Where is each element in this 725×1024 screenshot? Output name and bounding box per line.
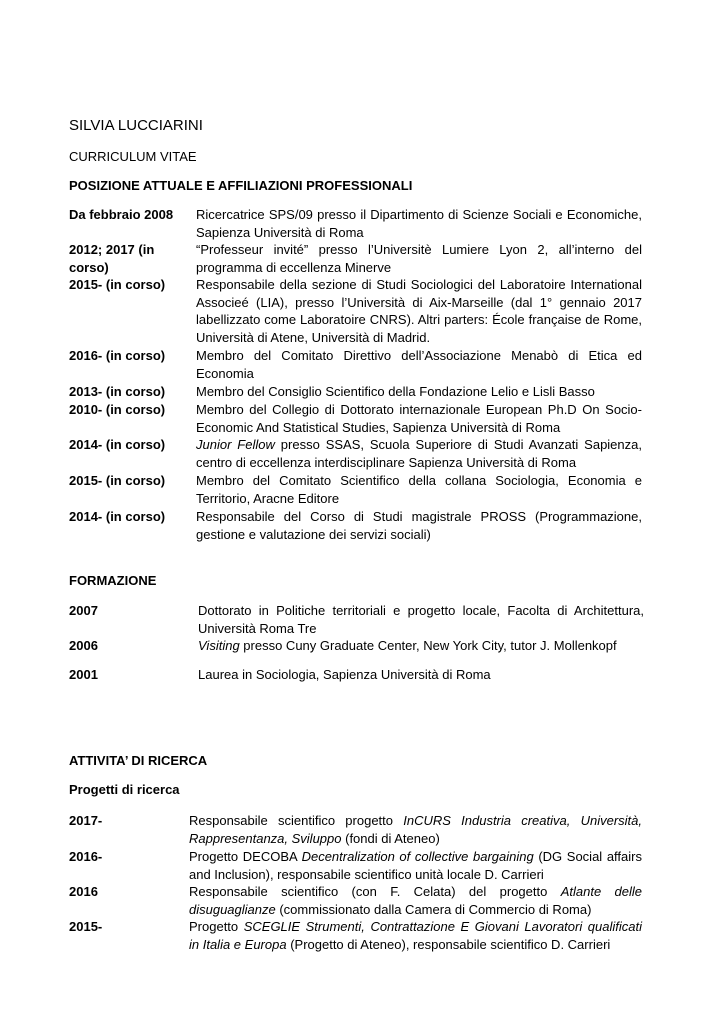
entry-text-part: Progetto xyxy=(189,919,244,934)
position-entry xyxy=(69,472,644,507)
entry-text-part: Progetto DECOBA xyxy=(189,849,302,864)
education-entry xyxy=(69,637,644,655)
entry-text: Membro del Collegio di Dottorato internazionale European Ph.D On Socio-Economic And Statistical Studies, Sapienza Università di Roma xyxy=(196,402,642,435)
position-entry xyxy=(69,436,644,471)
entry-text-part: (commissionato dalla Camera di Commercio di Roma) xyxy=(275,901,592,917)
entry-date: 2015- xyxy=(69,919,103,934)
entry-date: 2014- (in corso) xyxy=(69,509,166,524)
entry-date: 2006 xyxy=(69,638,98,653)
entry-text: Membro del Comitato Scientifico della collana Sociologia, Economia e Territorio, Aracne Editore xyxy=(196,473,642,506)
entry-text xyxy=(198,637,644,655)
research-entry xyxy=(69,918,644,953)
entry-text xyxy=(189,918,642,953)
position-entry xyxy=(69,347,644,382)
section-title-formazione: FORMAZIONE xyxy=(69,573,157,588)
entry-text-part: (DG Social affairs and Inclusion), responsabile scientifico unità locale D. Carrieri xyxy=(189,849,642,882)
entry-text: “Professeur invité” presso l’Universitè Lumiere Lyon 2, all’interno del programma di eccellenza Minerve xyxy=(196,242,642,275)
entry-text xyxy=(189,812,642,847)
entry-text: Responsabile della sezione di Studi Sociologici del Laboratoire International Associeé (LIA), presso l’Università di Aix-Marseille (dal 1° gennaio 2017 labellizzato come Laboratoire CNRS). Altri parters: École française de Rome, Università di Atene, Università di Madrid. xyxy=(196,277,642,345)
section-title-ricerca: ATTIVITA’ DI RICERCA xyxy=(69,753,208,768)
entry-date: 2016- (in corso) xyxy=(69,348,166,363)
position-entry xyxy=(69,241,644,276)
entry-date: 2007 xyxy=(69,603,98,618)
position-entry xyxy=(69,206,644,241)
entry-text-italic: Visiting xyxy=(198,638,240,653)
entry-text-italic: Atlante delle disuguaglianze xyxy=(189,884,642,917)
entry-text-part: Responsabile scientifico progetto xyxy=(189,813,404,828)
entry-text-part: (fondi di Ateneo) xyxy=(341,830,440,846)
entry-text-rest: presso SSAS, Scuola Superiore di Studi Avanzati Sapienza, centro di eccellenza interdisciplinare Sapienza Università di Roma xyxy=(196,437,642,470)
research-entry xyxy=(69,848,644,883)
entry-text: Membro del Consiglio Scientifico della Fondazione Lelio e Lisli Basso xyxy=(196,384,595,399)
entry-date: 2014- (in corso) xyxy=(69,437,166,452)
entry-text-italic: Decentralization of collective bargaining xyxy=(301,849,534,864)
entry-date: 2016 xyxy=(69,884,98,899)
entry-date: 2001 xyxy=(69,667,98,682)
position-entry xyxy=(69,276,644,346)
education-entry xyxy=(69,666,644,684)
entry-text xyxy=(196,436,642,471)
entry-date: 2015- (in corso) xyxy=(69,473,166,488)
entry-text: Membro del Comitato Direttivo dell’Associazione Menabò di Etica ed Economia xyxy=(196,348,642,381)
entry-date: 2015- (in corso) xyxy=(69,277,166,292)
entry-text-italic: Junior Fellow xyxy=(196,437,275,452)
position-entry xyxy=(69,508,644,543)
entry-date: Da febbraio 2008 xyxy=(69,207,174,222)
entry-text-part: Responsabile scientifico (con F. Celata) del progetto xyxy=(189,884,561,899)
entry-text xyxy=(189,848,642,883)
entry-text-italic: SCEGLIE Strumenti, Contrattazione E Giovani Lavoratori qualificati in Italia e Europa xyxy=(189,919,642,952)
education-entry xyxy=(69,602,644,637)
person-name: SILVIA LUCCIARINI xyxy=(69,117,203,134)
subsection-title-progetti: Progetti di ricerca xyxy=(69,782,180,797)
entry-text: Responsabile del Corso di Studi magistrale PROSS (Programmazione, gestione e valutazione dei servizi sociali) xyxy=(196,509,642,542)
entry-text-part: (Progetto di Ateneo), responsabile scientifico D. Carrieri xyxy=(286,936,611,952)
research-entry xyxy=(69,812,644,847)
position-entry xyxy=(69,383,644,401)
entry-date: 2016- xyxy=(69,849,103,864)
entry-text: Dottorato in Politiche territoriali e progetto locale, Facolta di Architettura, Università Roma Tre xyxy=(198,603,644,636)
entry-date: 2012; 2017 (in corso) xyxy=(69,242,155,275)
document-subtitle: CURRICULUM VITAE xyxy=(69,149,197,164)
entry-text-rest: presso Cuny Graduate Center, New York City, tutor J. Mollenkopf xyxy=(239,638,617,653)
entry-text: Laurea in Sociologia, Sapienza Università di Roma xyxy=(198,667,491,682)
entry-date: 2010- (in corso) xyxy=(69,402,166,417)
entry-date: 2013- (in corso) xyxy=(69,384,166,399)
research-entry xyxy=(69,883,644,918)
section-title-posizione: POSIZIONE ATTUALE E AFFILIAZIONI PROFESSIONALI xyxy=(69,178,413,193)
entry-text xyxy=(189,883,642,918)
entry-text: Ricercatrice SPS/09 presso il Dipartimento di Scienze Sociali e Economiche, Sapienza Università di Roma xyxy=(196,207,642,240)
position-entry xyxy=(69,401,644,436)
entry-text-italic: InCURS Industria creativa, Università, Rappresentanza, Sviluppo xyxy=(189,813,642,846)
entry-date: 2017- xyxy=(69,813,103,828)
